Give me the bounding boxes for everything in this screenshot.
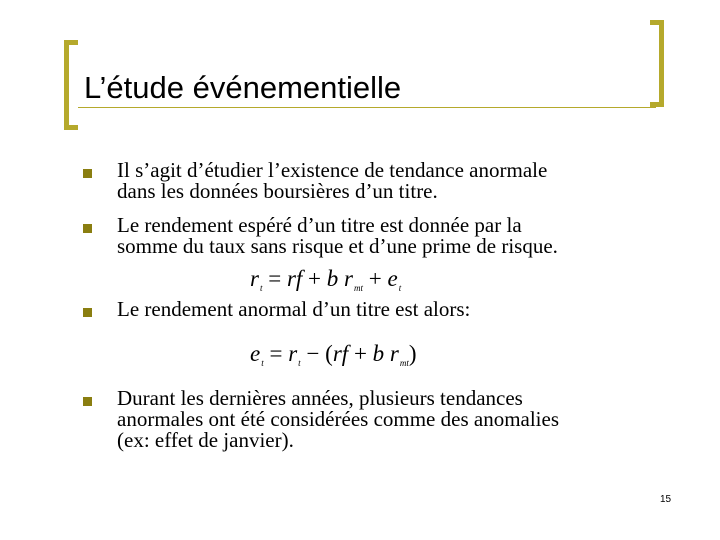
formula2-term2: rf (332, 341, 349, 366)
formula2-term3-coef: b (372, 341, 385, 366)
formula1-term2-sub: mt (353, 283, 363, 293)
formula1-term3-sub: t (398, 283, 402, 293)
formula1-term3: e (387, 266, 398, 291)
slide-title: L’étude événementielle (84, 70, 402, 105)
formula2-op1: − (306, 341, 320, 366)
page-number: 15 (660, 494, 672, 505)
bullet-marker-2 (83, 224, 92, 233)
bullet-text-3: Le rendement anormal d’un titre est alors: (117, 297, 471, 321)
formula1-eq: = (268, 266, 282, 291)
title-bracket-left (64, 40, 78, 130)
bullet-marker-4 (83, 397, 92, 406)
formula1-lhs-sub: t (259, 283, 263, 293)
formula1-op2: + (368, 266, 382, 291)
formula1-op1: + (308, 266, 322, 291)
formula1-lhs: r (250, 266, 259, 291)
abnormal-return-formula (250, 341, 417, 376)
bullet-text-2: Le rendement espéré d’un titre est donnée par la somme du taux sans risque et d’une prime de risque. (117, 213, 558, 258)
formula2-term3-sub: mt (399, 358, 409, 368)
expected-return-formula (250, 266, 401, 301)
bullet-marker-1 (83, 169, 92, 178)
formula2-lhs: e (250, 341, 261, 366)
formula2-open-paren: ( (325, 341, 333, 366)
bullet-text-1: Il s’agit d’étudier l’existence de tendance anormale dans les données boursières d’un titre. (117, 158, 548, 203)
formula2-op2: + (353, 341, 367, 366)
title-bracket-right (650, 20, 664, 107)
formula1-term2-coef: b (326, 266, 339, 291)
bullet-marker-3 (83, 308, 92, 317)
title-underline (78, 107, 656, 108)
formula2-eq: = (269, 341, 283, 366)
formula1-term1: rf (286, 266, 303, 291)
formula2-term3-var: r (389, 341, 399, 366)
formula2-close-paren: ) (408, 341, 417, 366)
bullet-text-4: Durant les dernières années, plusieurs tendances anormales ont été considérées comme des anomalies (ex: effet de janvier). (117, 386, 560, 452)
formula2-lhs-sub: t (261, 358, 264, 368)
formula2-term1: r (288, 341, 298, 366)
formula2-term1-sub: t (298, 358, 301, 368)
formula1-term2-var: r (344, 266, 353, 291)
